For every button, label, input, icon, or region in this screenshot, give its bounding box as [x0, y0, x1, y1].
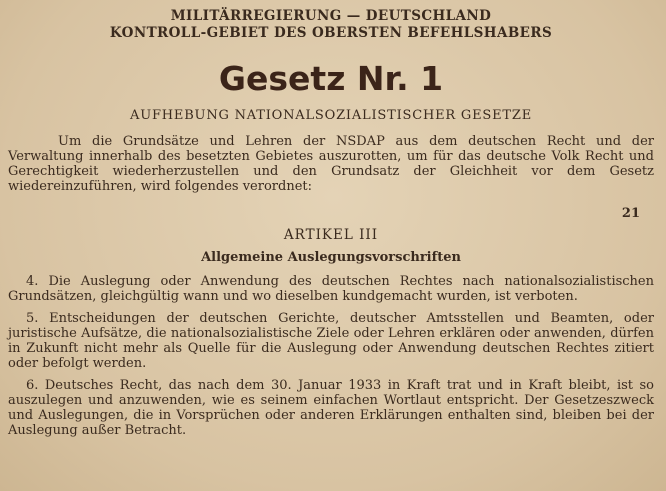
header-line-2: KONTROLL-GEBIET DES OBERSTEN BEFEHLSHABERS: [109, 25, 553, 41]
paragraph-6: 6. Deutsches Recht, das nach dem 30. Januar 1933 in Kraft trat und in Kraft bleibt, ist so auszulegen und anzuwenden, wie es seinem einfachen Wortlaut entspricht. Der Gesetzeszweck und Auslegungen, die in Vorsprüchen oder anderen Erklärungen enthalten sind, bleiben bei der Auslegung außer Betracht.: [8, 378, 654, 438]
paragraph-4: 4. Die Auslegung oder Anwendung des deutschen Rechtes nach nationalsozialistischen Grundsätzen, gleichgültig wann und wo dieselben kundgemacht wurden, ist verboten.: [8, 274, 654, 304]
preamble: Um die Grundsätze und Lehren der NSDAP aus dem deutschen Recht und der Verwaltung innerhalb des besetzten Gebietes auszurotten, um für das deutsche Volk Recht und Gerechtigkeit wiederherzustellen und den Grundsatz der Gleichheit vor dem Gesetz wiedereinzuführen, wird folgendes verordnet:: [8, 134, 654, 194]
article-heading: ARTIKEL III: [283, 227, 379, 243]
header-line-1: MILITÄRREGIERUNG — DEUTSCHLAND: [170, 8, 492, 24]
paragraph-5: 5. Entscheidungen der deutschen Gerichte, deutscher Amtsstellen und Beamten, oder juristische Aufsätze, die nationalsozialistische Ziele oder Lehren erklären oder anwenden, dürfen in Zukunft nicht mehr als Quelle für die Auslegung oder Anwendung deutschen Rechtes zitiert oder befolgt werden.: [8, 311, 654, 371]
law-subtitle: AUFHEBUNG NATIONALSOZIALISTISCHER GESETZE: [130, 108, 532, 123]
article-subheading: Allgemeine Auslegungsvorschriften: [201, 250, 461, 265]
page-number: 21: [621, 206, 640, 221]
law-title: Gesetz Nr. 1: [218, 59, 444, 98]
